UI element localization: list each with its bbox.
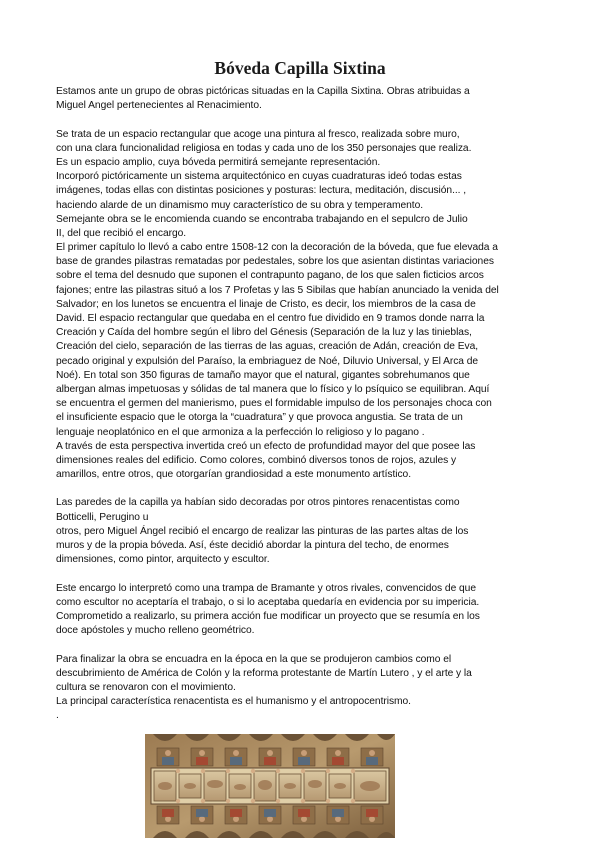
body-line: Creación del cielo, separación de las tierras de las aguas, creación de Adán, creación de Eva, — [56, 341, 479, 353]
body-line: II, del que recibió el encargo. — [56, 227, 187, 239]
body-line: el insuficiente espacio que le otorga la “cuadratura” y que provoca angustia. Se trata de un — [56, 412, 463, 424]
body-line: muros y de la propia bóveda. Así, éste decidió abordar la pintura del techo, de enormes — [56, 540, 449, 551]
body-line: con una clara funcionalidad religiosa en todas y cada uno de los 350 personajes que realiza. — [56, 142, 472, 154]
body-line: Salvador; en los lunetos se encuentra el linaje de Cristo, es decir, los miembros de la casa de — [56, 298, 476, 310]
body-line: base de grandes pilastras rematadas por pedestales, sobre los que asientan distintas variaciones — [56, 256, 494, 268]
body-line: sobre el tema del desnudo que suponen el contrapunto pagano, de los que salen ficticios arcos — [56, 270, 484, 282]
body-line: fajones; entre las pilastras situó a los 7 Profetas y las 5 Sibilas que habían anunciado la venida del — [56, 284, 499, 296]
body-line: David. El espacio rectangular que quedaba en el centro fue dividido en 9 tramos donde narra la — [56, 313, 485, 324]
body-line: Botticelli, Perugino u — [56, 511, 149, 523]
document-body — [56, 85, 546, 723]
body-line: como escultor no aceptaría el trabajo, o si lo aceptaba quedaría en evidencia por su impericia. — [56, 596, 480, 608]
body-line: Incorporó pictóricamente un sistema arquitectónico en cuyas cuadraturas ideó todas estas — [56, 171, 462, 183]
body-line: descubrimiento de América de Colón y la reforma protestante de Martín Lutero , y el arte y la — [56, 667, 472, 679]
body-line: haciendo alarde de un dinamismo muy característico de su obra y temperamento. — [56, 199, 424, 211]
body-line: Creación y Caída del hombre según el libro del Génesis (Separación de la luz y las tinieblas, — [56, 327, 472, 339]
body-line: cultura se renovaron con el movimiento. — [56, 681, 236, 693]
body-line: La principal característica renacentista es el humanismo y el antropocentrismo. — [56, 696, 411, 708]
body-line: Este encargo lo interpretó como una trampa de Bramante y otros rivales, convencidos de que — [56, 582, 476, 594]
body-line: Estamos ante un grupo de obras pictóricas situadas en la Capilla Sixtina. Obras atribuidas a — [56, 86, 470, 97]
body-line — [56, 113, 546, 127]
body-line: Para finalizar la obra se encuadra en la época en la que se produjeron cambios como el — [56, 653, 452, 665]
body-line: Semejante obra se le encomienda cuando se encontraba trabajando en el sepulcro de Julio — [56, 213, 468, 225]
body-line: doce apóstoles y mucho relleno geométrico. — [56, 625, 255, 637]
body-line: Se trata de un espacio rectangular que acoge una pintura al fresco, realizada sobre muro, — [56, 128, 460, 140]
body-line: Noé). En total son 350 figuras de tamaño mayor que el natural, gigantes sobrehumanos que — [56, 369, 470, 381]
body-line: Comprometido a realizarlo, su primera acción fue modificar un proyecto que se resumía en los — [56, 610, 480, 622]
body-line: . — [56, 710, 59, 722]
body-line: dimensiones reales del edificio. Como colores, combinó diversos tonos de rojos, azules y — [56, 454, 457, 466]
body-line: Las paredes de la capilla ya habían sido decoradas por otros pintores renacentistas como — [56, 497, 460, 509]
body-line: pecado original y expulsión del Paraíso, la embriaguez de Noé, Diluvio Universal, y El Arca de — [56, 355, 479, 367]
body-line: Es un espacio amplio, cuya bóveda permitirá semejante representación. — [56, 156, 381, 168]
body-line: El primer capítulo lo llevó a cabo entre 1508-12 con la decoración de la bóveda, que fue elevada a — [56, 242, 498, 254]
body-line: albergan almas impetuosas y sólidas de tal manera que lo físico y lo psíquico se equilibran. Aquí — [56, 383, 490, 395]
body-line — [56, 482, 546, 496]
body-line — [56, 638, 546, 652]
page-title: Bóveda Capilla Sixtina — [214, 58, 386, 78]
body-line: otros, pero Miguel Ángel recibió el encargo de realizar las pinturas de las partes altas de los — [56, 525, 469, 537]
sistine-ceiling-image — [145, 734, 395, 838]
body-line: lenguaje neoplatónico en el que armoniza a la perfección lo religioso y lo pagano . — [56, 426, 425, 438]
body-line: dimensiones, como pintor, arquitecto y escultor. — [56, 554, 270, 566]
body-line — [56, 567, 546, 581]
body-line: imágenes, todas ellas con distintas posiciones y posturas: lectura, meditación, discusión... , — [56, 185, 467, 197]
body-line: se encuentra el germen del manierismo, pues el formidable impulso de los personajes choca con — [56, 398, 492, 410]
body-line: Miguel Angel pertenecientes al Renacimiento. — [56, 100, 262, 112]
body-line: A través de esta perspectiva invertida creó un efecto de profundidad mayor del que posee las — [56, 440, 476, 452]
body-line: amarillos, entre otros, que otorgarían grandiosidad a este monumento artístico. — [56, 469, 411, 481]
